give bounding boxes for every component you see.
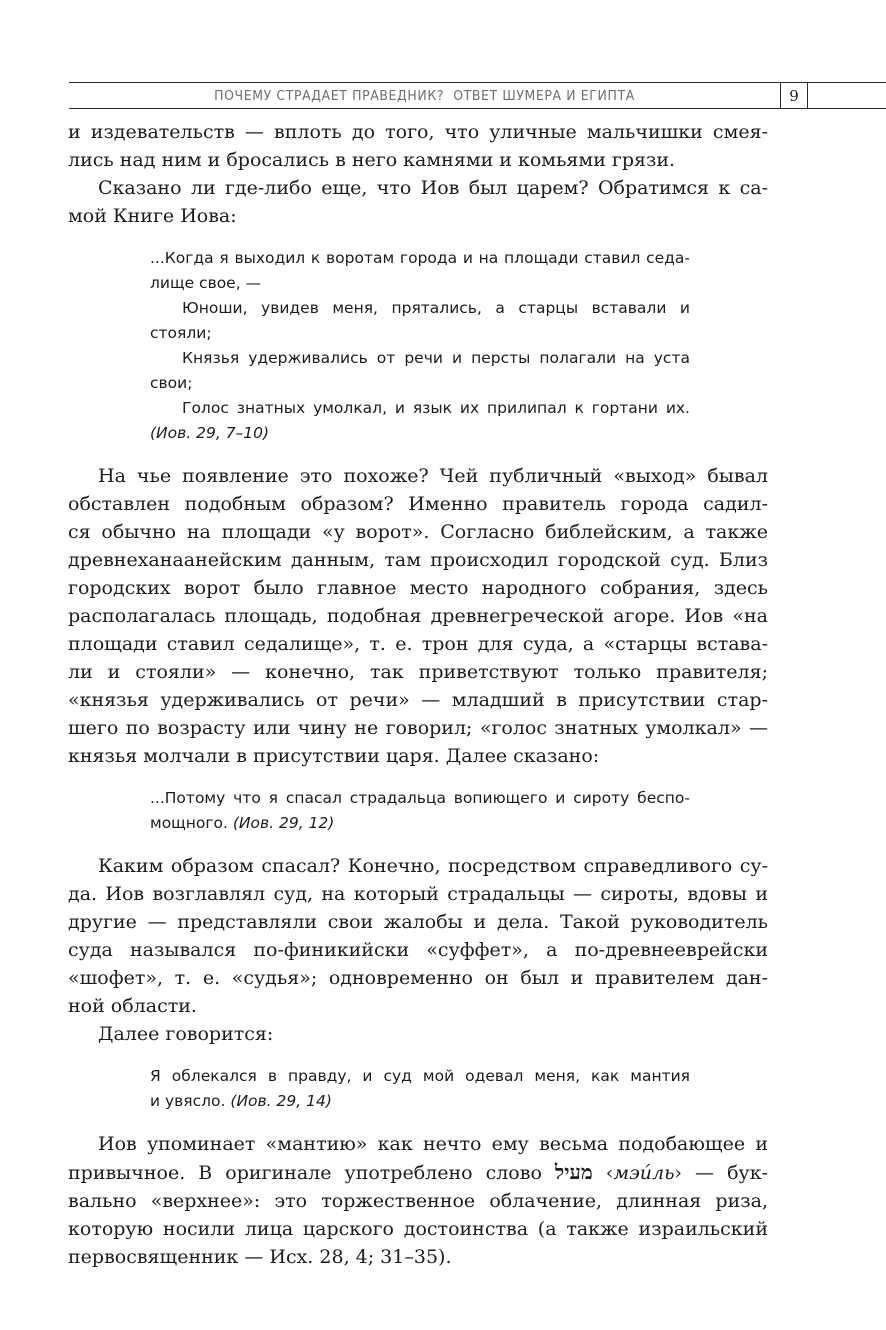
text-line: ся обычно на площади «у ворот». Согласно библейским, а также (68, 521, 768, 543)
running-header-title: ПОЧЕМУ СТРАДАЕТ ПРАВЕДНИК? ОТВЕТ ШУМЕРА И ЕГИПТА (214, 87, 635, 104)
text-line: ...Когда я выходил к воротам города и на площади ставил седа- (150, 249, 690, 267)
text-line: Князья удерживались от речи и персты полагали на уста (182, 349, 690, 367)
text-line: «шофет», т. е. «судья»; одновременно он был и правителем дан- (68, 967, 768, 989)
scripture-quote (150, 246, 690, 446)
running-header-title-cell (69, 83, 780, 108)
text-line: ной области. (68, 995, 197, 1017)
text-line: Голос знатных умолкал, и язык их прилипал к гортани их. (182, 399, 690, 417)
text-line: ли и стояли» — конечно, так приветствуют только правителя; (68, 661, 768, 683)
paragraph (68, 852, 768, 1020)
scripture-quote (150, 786, 690, 836)
text-line: лище свое, — (150, 274, 262, 292)
text-line: Далее говорится: (98, 1023, 274, 1045)
text-line: Юноши, увидев меня, прятались, а старцы вставали и стояли; (150, 299, 690, 342)
text-line: городских ворот было главное место народного собрания, здесь (68, 577, 768, 599)
text-line: шего по возрасту или чину не говорил; «голос знатных умолкал» — (68, 717, 768, 739)
paragraph (68, 1020, 768, 1048)
text-line: древнеханаанейским данным, там происходил городской суд. Близ (68, 549, 768, 571)
running-header (69, 82, 886, 109)
text-line: Сказано ли где-либо еще, что Иов был царем? Обратимся к са- (98, 177, 768, 199)
hebrew-word: מעיל (554, 1160, 593, 1184)
text-line: Я облекался в правду, и суд мой одевал меня, как мантия (150, 1067, 690, 1085)
text-line: привычное. В оригинале употреблено слово מעיל ‹мэи́ль› — бук- (68, 1160, 769, 1184)
text-line: мой Книге Иова: (68, 205, 237, 227)
paragraph (68, 1130, 768, 1271)
text-line: и увясло. (Иов. 29, 14) (150, 1092, 332, 1110)
text-line: (Иов. 29, 7–10) (150, 424, 270, 442)
page-number-box (780, 83, 808, 108)
text-line: На чье появление это похоже? Чей публичный «выход» бывал (98, 465, 768, 487)
scripture-quote (150, 1064, 690, 1114)
paragraph (68, 118, 768, 174)
text-line: площади ставил седалище», т. е. трон для суда, а «старцы встава- (68, 633, 768, 655)
text-line: суда назывался по-финикийски «суффет», а по-древнееврейски (68, 939, 768, 961)
running-header-right-cell (808, 83, 886, 108)
text-line: Иов упоминает «мантию» как нечто ему весьма подобающее и (98, 1133, 768, 1155)
text-line: лись над ним и бросались в него камнями и комьями грязи. (68, 149, 676, 171)
text-line: свои; (150, 374, 193, 392)
page-number: 9 (789, 86, 799, 105)
page-body (68, 118, 768, 1271)
text-line: другие — представляли свои жалобы и дела. Такой руководитель (68, 911, 768, 933)
paragraph (68, 174, 768, 230)
text-line: князья молчали в присутствии царя. Далее сказано: (68, 745, 600, 767)
text-line: «князья удерживались от речи» — младший в присутствии стар- (68, 689, 768, 711)
text-line: да. Иов возглавлял суд, на который страдальцы — сироты, вдовы и (68, 883, 768, 905)
text-line: вально «верхнее»: это торжественное облачение, длинная риза, (68, 1190, 768, 1212)
text-line: которую носили лица царского достоинства (а также израильский (68, 1218, 768, 1240)
text-line: располагалась площадь, подобная древнегреческой агоре. Иов «на (68, 605, 768, 627)
text-line: Каким образом спасал? Конечно, посредством справедливого су- (98, 855, 768, 877)
text-line: обставлен подобным образом? Именно правитель города садил- (68, 493, 768, 515)
text-line: первосвященник — Исх. 28, 4; 31–35). (68, 1246, 452, 1268)
text-line: и издевательств — вплоть до того, что уличные мальчишки смея- (68, 121, 768, 143)
text-line: мощного. (Иов. 29, 12) (150, 814, 335, 832)
text-line: ...Потому что я спасал страдальца вопиющего и сироту беспо- (150, 789, 690, 807)
paragraph (68, 462, 768, 770)
